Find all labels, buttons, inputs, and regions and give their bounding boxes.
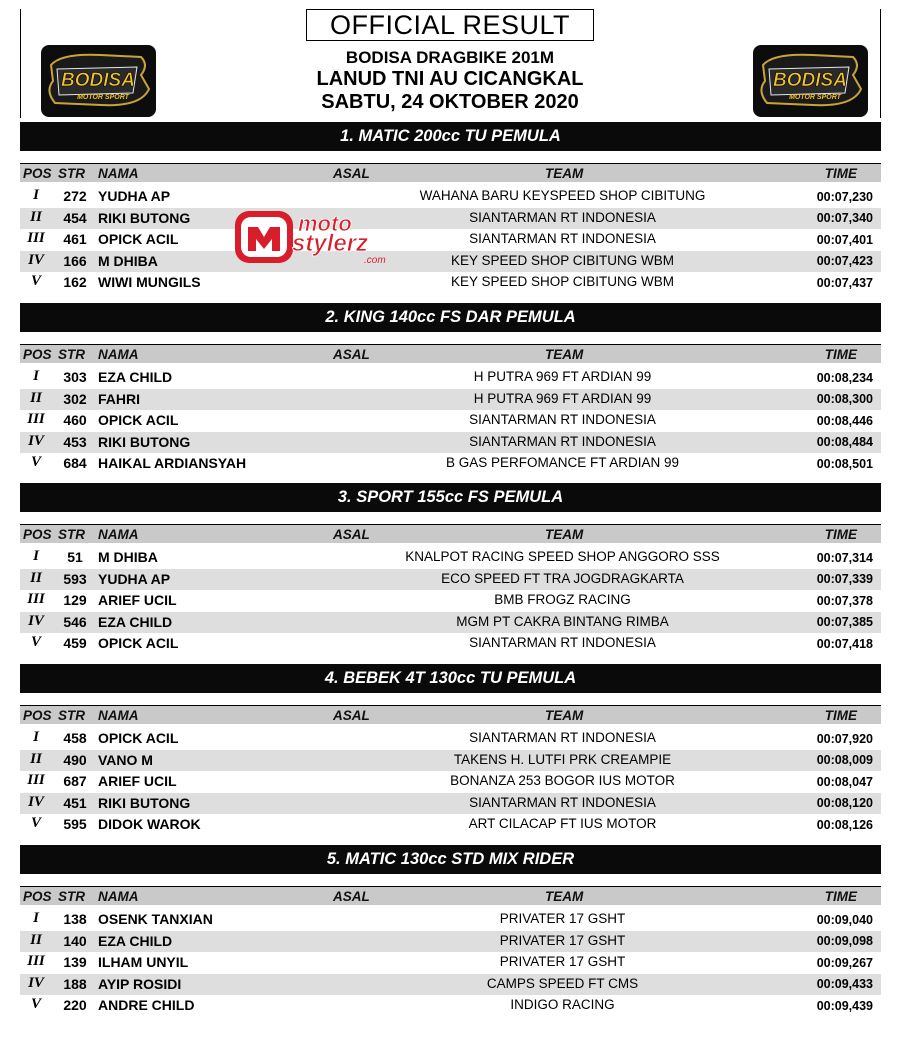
cell-pos: III <box>27 411 45 428</box>
cell-time: 00:08,234 <box>816 370 873 385</box>
cell-time: 00:07,920 <box>816 731 873 746</box>
table-row <box>20 771 881 793</box>
cell-team: SIANTARMAN RT INDONESIA <box>469 433 656 449</box>
cell-pos: IV <box>28 251 44 268</box>
cell-time: 00:08,047 <box>816 774 873 789</box>
section-title: 5. MATIC 130cc STD MIX RIDER <box>20 845 881 874</box>
column-header-nama: NAMA <box>98 166 139 181</box>
cell-time: 00:08,446 <box>816 413 873 428</box>
cell-nama: EZA CHILD <box>98 613 173 630</box>
cell-pos: V <box>30 634 41 651</box>
cell-team: H PUTRA 969 FT ARDIAN 99 <box>473 390 652 406</box>
column-header-team: TEAM <box>545 347 584 362</box>
cell-pos: V <box>30 273 41 290</box>
cell-pos: II <box>30 389 42 406</box>
cell-pos: II <box>30 208 42 225</box>
column-header-time: TIME <box>824 347 857 362</box>
cell-team: PRIVATER 17 GSHT <box>499 932 626 948</box>
table-row <box>20 750 881 772</box>
column-header-pos: POS <box>23 708 52 723</box>
cell-str: 461 <box>63 231 87 248</box>
cell-team: SIANTARMAN RT INDONESIA <box>469 730 656 745</box>
column-header-row <box>20 163 881 182</box>
table-row <box>20 995 881 1017</box>
event-venue: LANUD TNI AU CICANGKAL <box>316 68 584 90</box>
cell-pos: I <box>33 368 39 384</box>
cell-nama: FAHRI <box>98 390 140 407</box>
cell-nama: ARIEF UCIL <box>98 773 177 790</box>
cell-team: TAKENS H. LUTFI PRK CREAMPIE <box>453 751 672 767</box>
cell-str: 454 <box>63 209 87 226</box>
column-header-row <box>20 886 881 905</box>
table-row <box>20 590 881 612</box>
cell-team: B GAS PERFOMANCE FT ARDIAN 99 <box>445 455 680 471</box>
column-header-str: STR <box>58 708 85 723</box>
page-title: OFFICIAL RESULT <box>306 9 594 41</box>
column-header-team: TEAM <box>545 889 584 904</box>
cell-pos: I <box>33 187 39 203</box>
cell-pos: I <box>33 548 39 564</box>
cell-nama: OPICK ACIL <box>98 412 179 429</box>
cell-time: 00:08,120 <box>816 796 873 811</box>
cell-pos: IV <box>28 974 44 991</box>
cell-str: 162 <box>63 274 87 291</box>
bodisa-logo-icon <box>41 45 156 117</box>
table-row <box>20 186 881 208</box>
cell-pos: IV <box>28 793 44 810</box>
cell-pos: V <box>30 996 41 1013</box>
table-row <box>20 547 881 569</box>
table-row <box>20 251 881 273</box>
cell-time: 00:07,401 <box>816 232 873 247</box>
table-row <box>20 453 881 475</box>
cell-str: 687 <box>63 773 87 790</box>
motostylerz-watermark <box>232 205 407 269</box>
svg-text:MOTOR SPORT: MOTOR SPORT <box>77 94 129 101</box>
cell-nama: OPICK ACIL <box>98 730 179 746</box>
cell-pos: IV <box>28 432 44 449</box>
section-title: 2. KING 140cc FS DAR PEMULA <box>20 303 881 332</box>
cell-team: SIANTARMAN RT INDONESIA <box>469 635 656 651</box>
table-row <box>20 793 881 815</box>
cell-team: PRIVATER 17 GSHT <box>499 911 626 926</box>
cell-str: 458 <box>63 730 87 746</box>
svg-text:moto: moto <box>298 211 352 236</box>
cell-nama: RIKI BUTONG <box>98 794 191 811</box>
svg-text:.com: .com <box>364 255 386 266</box>
cell-str: 51 <box>67 549 83 565</box>
cell-str: 595 <box>63 816 87 833</box>
cell-str: 303 <box>63 369 87 385</box>
svg-text:MOTOR SPORT: MOTOR SPORT <box>789 94 841 101</box>
cell-str: 453 <box>63 433 87 450</box>
cell-time: 00:08,484 <box>816 435 873 450</box>
table-row <box>20 909 881 931</box>
section-title: 4. BEBEK 4T 130cc TU PEMULA <box>20 664 881 693</box>
cell-time: 00:09,433 <box>816 977 873 992</box>
cell-time: 00:07,340 <box>816 211 873 226</box>
table-row <box>20 208 881 230</box>
cell-team: BONANZA 253 BOGOR IUS MOTOR <box>450 773 675 789</box>
column-header-nama: NAMA <box>98 889 139 904</box>
table-row <box>20 410 881 432</box>
column-header-nama: NAMA <box>98 347 139 362</box>
cell-time: 00:09,098 <box>816 934 873 949</box>
cell-str: 593 <box>63 570 87 587</box>
cell-pos: III <box>27 591 45 608</box>
column-header-asal: ASAL <box>333 889 370 904</box>
column-header-team: TEAM <box>545 166 584 181</box>
cell-pos: I <box>33 910 39 926</box>
cell-team: PRIVATER 17 GSHT <box>499 954 626 970</box>
cell-nama: AYIP ROSIDI <box>98 975 182 992</box>
cell-team: KEY SPEED SHOP CIBITUNG WBM <box>450 274 675 290</box>
cell-str: 302 <box>63 390 87 407</box>
column-header-row <box>20 524 881 543</box>
column-header-str: STR <box>58 527 85 542</box>
cell-pos: I <box>33 729 39 745</box>
column-header-pos: POS <box>23 527 52 542</box>
bodisa-logo-icon <box>753 45 868 117</box>
cell-nama: RIKI BUTONG <box>98 209 191 226</box>
cell-pos: III <box>27 772 45 789</box>
cell-nama: ARIEF UCIL <box>98 592 177 609</box>
cell-nama: EZA CHILD <box>98 369 173 385</box>
cell-nama: WIWI MUNGILS <box>98 274 201 291</box>
cell-time: 00:09,439 <box>816 998 873 1013</box>
column-header-time: TIME <box>824 527 857 542</box>
cell-pos: V <box>30 815 41 832</box>
cell-nama: M DHIBA <box>98 252 158 269</box>
cell-time: 00:07,385 <box>816 615 873 630</box>
cell-str: 220 <box>63 997 87 1014</box>
column-header-str: STR <box>58 889 85 904</box>
table-row <box>20 931 881 953</box>
cell-nama: VANO M <box>98 751 153 768</box>
cell-str: 138 <box>63 911 87 927</box>
column-header-pos: POS <box>23 166 52 181</box>
cell-team: SIANTARMAN RT INDONESIA <box>469 231 656 247</box>
column-header-pos: POS <box>23 889 52 904</box>
column-header-time: TIME <box>824 889 857 904</box>
cell-pos: III <box>27 953 45 970</box>
cell-team: CAMPS SPEED FT CMS <box>486 975 639 991</box>
cell-pos: II <box>30 750 42 767</box>
cell-nama: HAIKAL ARDIANSYAH <box>98 455 247 472</box>
cell-team: SIANTARMAN RT INDONESIA <box>469 412 656 428</box>
cell-time: 00:08,300 <box>816 392 873 407</box>
cell-time: 00:07,378 <box>816 593 873 608</box>
table-row <box>20 633 881 655</box>
cell-str: 459 <box>63 635 87 652</box>
cell-nama: ILHAM UNYIL <box>98 954 189 971</box>
svg-text:BODISA: BODISA <box>61 70 135 91</box>
svg-text:stylerz: stylerz <box>292 230 369 257</box>
cell-team: SIANTARMAN RT INDONESIA <box>469 209 656 225</box>
cell-nama: M DHIBA <box>98 549 158 565</box>
table-row <box>20 569 881 591</box>
cell-team: WAHANA BARU KEYSPEED SHOP CIBITUNG <box>419 188 706 203</box>
cell-str: 188 <box>63 975 87 992</box>
table-row <box>20 728 881 750</box>
column-header-row <box>20 705 881 724</box>
cell-str: 129 <box>63 592 87 609</box>
column-header-time: TIME <box>824 708 857 723</box>
cell-pos: V <box>30 454 41 471</box>
cell-str: 139 <box>63 954 87 971</box>
cell-time: 00:07,314 <box>816 550 873 565</box>
cell-str: 140 <box>63 932 87 949</box>
cell-time: 00:07,423 <box>816 254 873 269</box>
cell-time: 00:09,040 <box>816 912 873 927</box>
column-header-team: TEAM <box>545 527 584 542</box>
table-row <box>20 389 881 411</box>
column-header-row <box>20 344 881 363</box>
cell-team: H PUTRA 969 FT ARDIAN 99 <box>473 369 652 384</box>
column-header-time: TIME <box>824 166 857 181</box>
column-header-pos: POS <box>23 347 52 362</box>
table-row <box>20 612 881 634</box>
cell-nama: DIDOK WAROK <box>98 816 201 833</box>
cell-time: 00:07,418 <box>816 636 873 651</box>
table-row <box>20 974 881 996</box>
cell-nama: RIKI BUTONG <box>98 433 191 450</box>
cell-time: 00:08,009 <box>816 753 873 768</box>
table-row <box>20 952 881 974</box>
cell-str: 546 <box>63 613 87 630</box>
cell-str: 460 <box>63 412 87 429</box>
cell-time: 00:09,267 <box>816 955 873 970</box>
column-header-str: STR <box>58 347 85 362</box>
column-header-asal: ASAL <box>333 347 370 362</box>
cell-str: 272 <box>63 188 87 204</box>
cell-pos: II <box>30 569 42 586</box>
cell-team: KEY SPEED SHOP CIBITUNG WBM <box>450 252 675 268</box>
cell-str: 451 <box>63 794 87 811</box>
table-row <box>20 229 881 251</box>
cell-pos: III <box>27 230 45 247</box>
column-header-nama: NAMA <box>98 527 139 542</box>
cell-team: ECO SPEED FT TRA JOGDRAGKARTA <box>441 570 684 586</box>
cell-team: INDIGO RACING <box>510 997 615 1013</box>
column-header-asal: ASAL <box>333 708 370 723</box>
column-header-team: TEAM <box>545 708 584 723</box>
cell-nama: OPICK ACIL <box>98 231 179 248</box>
table-row <box>20 814 881 836</box>
bodisa-logo-left <box>41 45 156 117</box>
cell-pos: II <box>30 931 42 948</box>
section-title: 1. MATIC 200cc TU PEMULA <box>20 122 881 151</box>
cell-time: 00:07,230 <box>816 189 873 204</box>
table-row <box>20 272 881 294</box>
cell-nama: YUDHA AP <box>98 188 171 204</box>
cell-nama: ANDRE CHILD <box>98 997 195 1014</box>
cell-team: KNALPOT RACING SPEED SHOP ANGGORO SSS <box>405 549 720 564</box>
table-row <box>20 432 881 454</box>
cell-pos: IV <box>28 612 44 629</box>
cell-team: BMB FROGZ RACING <box>494 592 631 608</box>
event-date: SABTU, 24 OKTOBER 2020 <box>321 91 579 113</box>
cell-str: 490 <box>63 751 87 768</box>
cell-time: 00:07,339 <box>816 572 873 587</box>
column-header-str: STR <box>58 166 85 181</box>
column-header-asal: ASAL <box>333 166 370 181</box>
cell-str: 684 <box>63 455 87 472</box>
column-header-nama: NAMA <box>98 708 139 723</box>
cell-time: 00:08,126 <box>816 817 873 832</box>
cell-nama: YUDHA AP <box>98 570 171 587</box>
cell-team: ART CILACAP FT IUS MOTOR <box>468 816 657 832</box>
cell-nama: OSENK TANXIAN <box>98 911 213 927</box>
svg-text:BODISA: BODISA <box>773 70 847 91</box>
cell-nama: OPICK ACIL <box>98 635 179 652</box>
motostylerz-logo-icon <box>232 205 407 269</box>
cell-team: MGM PT CAKRA BINTANG RIMBA <box>456 613 669 629</box>
event-name: BODISA DRAGBIKE 201M <box>345 48 555 67</box>
section-title: 3. SPORT 155cc FS PEMULA <box>20 483 881 512</box>
cell-str: 166 <box>63 252 87 269</box>
cell-team: SIANTARMAN RT INDONESIA <box>469 794 656 810</box>
table-row <box>20 367 881 389</box>
cell-nama: EZA CHILD <box>98 932 173 949</box>
cell-time: 00:08,501 <box>816 456 873 471</box>
bodisa-logo-right <box>753 45 868 117</box>
cell-time: 00:07,437 <box>816 275 873 290</box>
column-header-asal: ASAL <box>333 527 370 542</box>
